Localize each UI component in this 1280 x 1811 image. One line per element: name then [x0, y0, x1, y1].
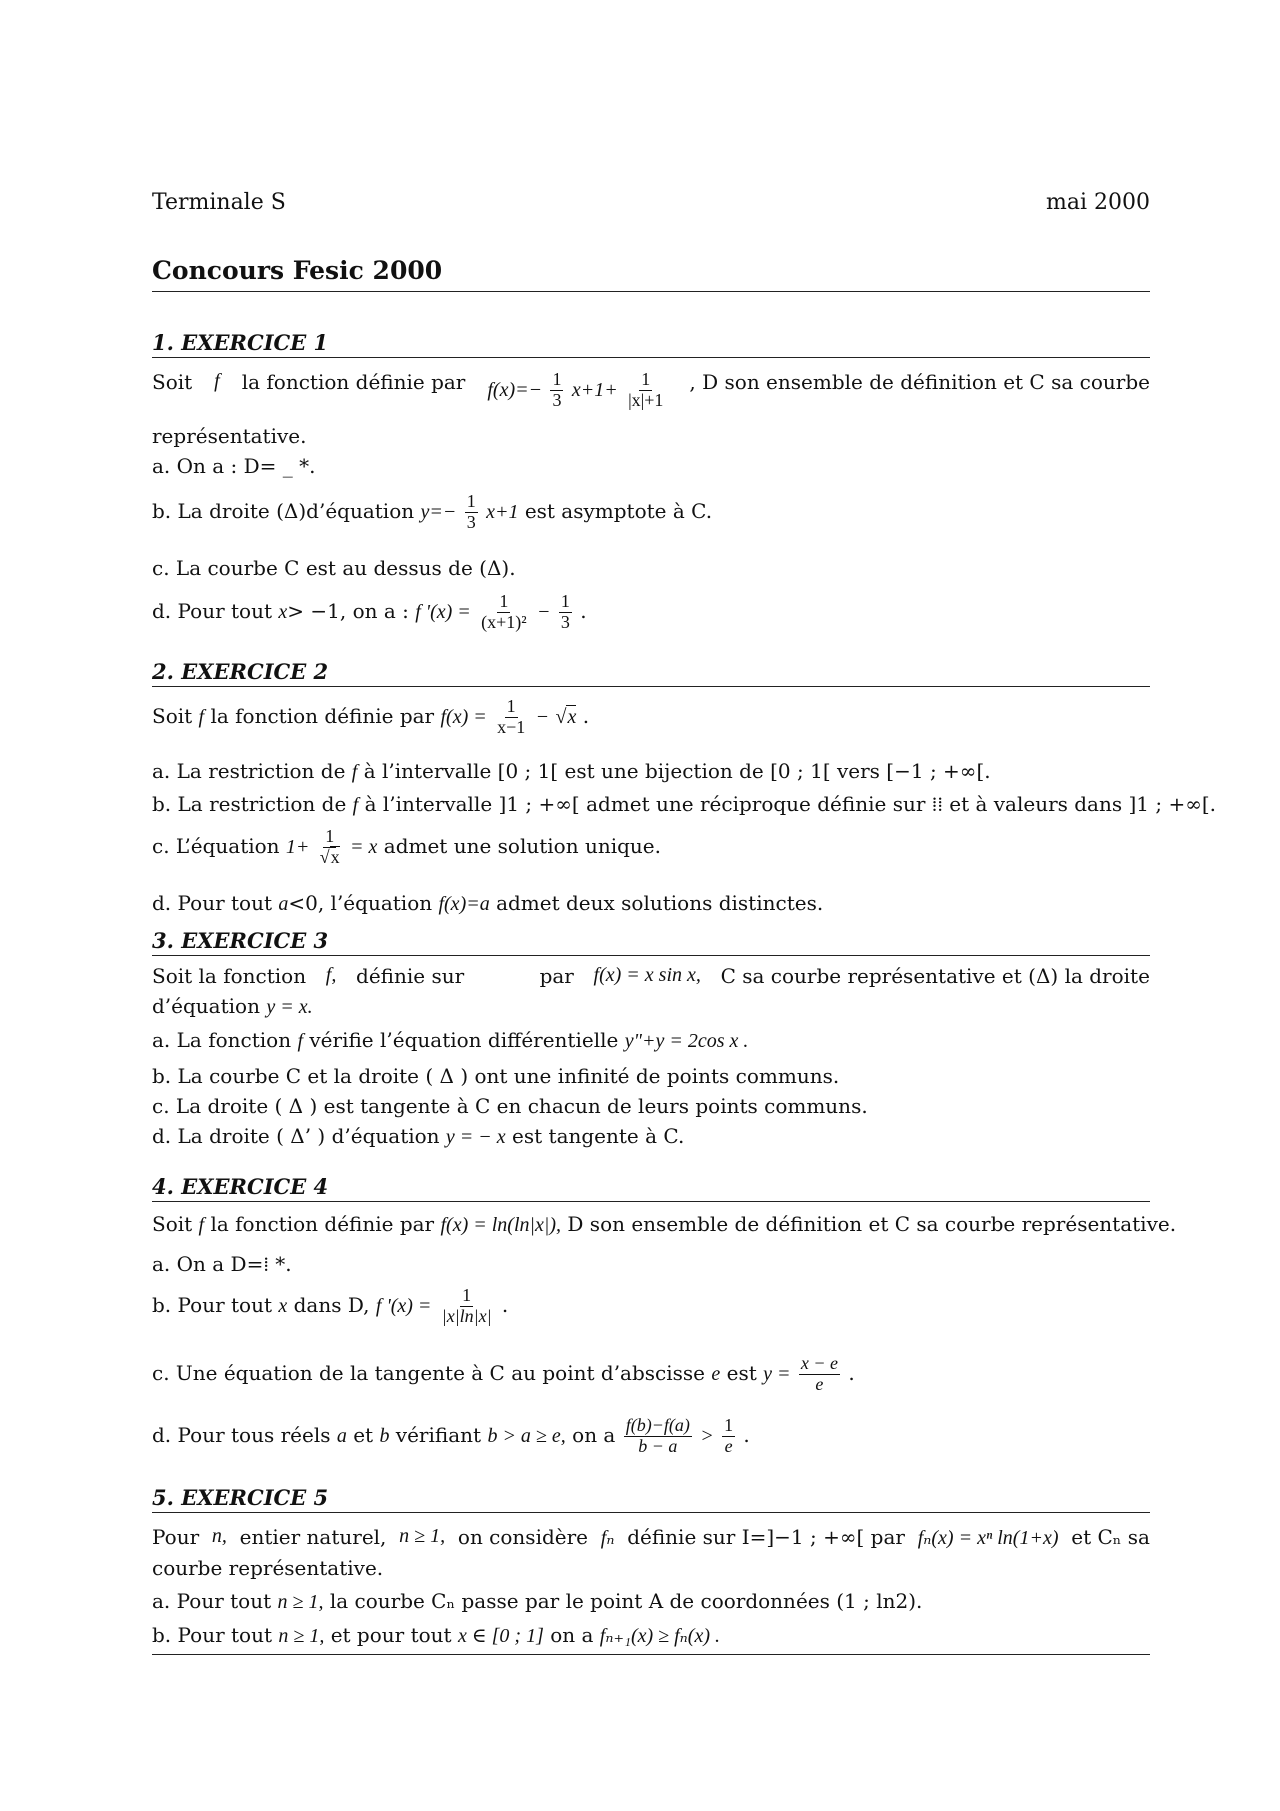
- ex2-frac: [495, 697, 527, 738]
- ex4-c-end: .: [848, 1360, 855, 1385]
- ex2-d-eq: f(x)=a: [438, 893, 490, 915]
- ex5-intro-text4: et Cₙ sa: [1071, 1525, 1150, 1549]
- ex3-a-f: f: [297, 1030, 304, 1052]
- ex4-intro-text: la fonction définie par: [210, 1212, 435, 1236]
- ex4-intro-word: Soit: [152, 1212, 193, 1236]
- ex2-sqrt: x: [567, 705, 577, 728]
- ex1-c: c. La courbe C est au dessus de (Δ).: [152, 556, 516, 580]
- ex1-intro-word: Soit: [152, 370, 193, 394]
- ex3-b: b. La courbe C et la droite ( Δ ) ont une infinité de points communs.: [152, 1064, 840, 1088]
- ex1-d-text2: > −1, on a :: [287, 598, 409, 623]
- ex3-d-eq: y = − x: [445, 1126, 506, 1148]
- ex2-b-text: b. La restriction de: [152, 792, 347, 816]
- ex4-d-frac1-den: b − a: [638, 1435, 678, 1456]
- ex1-b-frac-den: 3: [466, 511, 476, 532]
- ex4-d-frac2: [722, 1416, 735, 1457]
- ex1-d-frac1: [479, 592, 529, 633]
- ex2-intro-text: la fonction définie par: [210, 703, 435, 728]
- ex3-a-text: a. La fonction: [152, 1028, 292, 1052]
- ex1-intro-f: f: [214, 370, 220, 392]
- ex1-d-frac2-den: 3: [560, 611, 570, 632]
- ex2-d-text2: <0, l’équation: [288, 891, 433, 915]
- ex5-intro-eq2: fₙ(x) = xⁿ ln(1+x): [917, 1527, 1059, 1549]
- ex2-c-frac-num: 1: [325, 826, 335, 846]
- ex1-d-frac1-num: 1: [499, 591, 509, 611]
- ex1-b-end: est asymptote à C.: [524, 498, 713, 523]
- ex5-intro-text2: on considère: [457, 1525, 589, 1549]
- ex4-b-x: x: [278, 1294, 288, 1317]
- ex1-d-end: .: [580, 598, 587, 623]
- ex4-b-frac-num: 1: [462, 1285, 472, 1305]
- ex2-intro-word: Soit: [152, 703, 193, 728]
- ex4-intro-f: f: [198, 1214, 205, 1236]
- ex1-frac2-den: |x|+1: [628, 389, 664, 410]
- exercise-5: [152, 1485, 1150, 1645]
- exercise-4-heading: 4. EXERCICE 4: [152, 1174, 1150, 1202]
- ex1-a: a. On a : D= _ *.: [152, 454, 316, 478]
- exercise-2-heading: 2. EXERCICE 2: [152, 659, 1150, 687]
- ex3-a-eq: y"+y = 2cos x .: [624, 1030, 749, 1052]
- ex1-d-minus: −: [537, 600, 551, 623]
- ex4-intro: [152, 1212, 1176, 1237]
- ex5-intro-word: Pour: [152, 1525, 200, 1549]
- ex1-intro-end: , D son ensemble de définition et C sa courbe: [689, 370, 1150, 394]
- ex3-intro-par: par: [539, 964, 574, 988]
- ex2-c-frac-den: x: [330, 846, 340, 867]
- ex1-d-frac1-den: (x+1)²: [481, 611, 527, 632]
- ex1-b-frac: [465, 492, 478, 533]
- ex2-frac-num: 1: [506, 696, 516, 716]
- ex1-formula-lhs: f(x)=−: [487, 378, 543, 401]
- ex4-b-frac-den: |x|ln|x|: [441, 1305, 492, 1326]
- ex5-intro-n: n,: [211, 1525, 227, 1547]
- ex4-d-frac2-den: e: [724, 1435, 733, 1456]
- ex2-c: [152, 827, 661, 868]
- document-title: Concours Fesic 2000: [152, 256, 1150, 292]
- ex5-a-text: a. Pour tout: [152, 1589, 272, 1613]
- ex2-intro: Soit f la fonction définie par f(x) = $\frac{1}{x-1}$ − √x .: [152, 696, 590, 737]
- ex4-c-text2: est: [726, 1360, 757, 1385]
- ex5-b-text2: et pour tout: [330, 1623, 452, 1647]
- ex5-b-eq2: fₙ₊₁(x) ≥ fₙ(x) .: [599, 1625, 720, 1647]
- ex4-b-frac: [440, 1286, 494, 1327]
- ex4-b-text2: dans D,: [293, 1292, 370, 1317]
- ex3-intro-text3: C sa courbe représentative et (Δ) la droite: [720, 964, 1150, 988]
- ex1-formula: [487, 370, 667, 411]
- ex2-a-f: f: [351, 761, 358, 783]
- ex3-intro-text: Soit la fonction: [152, 964, 307, 988]
- ex3-intro-cont-text: d’équation: [152, 994, 260, 1018]
- ex4-b-text: b. Pour tout: [152, 1292, 272, 1317]
- ex3-intro-cont-eq: y = x.: [266, 996, 313, 1018]
- ex1-d: [152, 592, 587, 633]
- ex5-intro-eq: n ≥ 1,: [399, 1525, 446, 1547]
- ex3-c: c. La droite ( Δ ) est tangente à C en chacun de leurs points communs.: [152, 1094, 868, 1118]
- ex3-a-text2: vérifie l’équation différentielle: [309, 1028, 619, 1052]
- ex3-domain-symbol: [484, 964, 520, 988]
- ex1-b: [152, 492, 712, 533]
- date-label: mai 2000: [1046, 190, 1150, 215]
- ex4-a: a. On a D=⁞ *.: [152, 1252, 292, 1276]
- ex1-b-text: b. La droite (Δ)d’équation: [152, 498, 415, 523]
- ex4-d-a: a: [336, 1424, 347, 1447]
- ex4-c-frac: [799, 1354, 840, 1395]
- ex5-a-eq: n ≥ 1,: [277, 1591, 324, 1613]
- exercise-3: [152, 928, 1150, 1158]
- ex5-a-text2: la courbe Cₙ passe par le point A de coordonnées (1 ; ln2).: [329, 1589, 923, 1613]
- ex1-frac2: [626, 370, 665, 411]
- ex1-intro-text: la fonction définie par: [241, 370, 466, 394]
- bottom-rule: [152, 1654, 1150, 1655]
- ex4-intro-text2: D son ensemble de définition et C sa courbe représentative.: [567, 1212, 1177, 1236]
- ex3-intro-f: f,: [325, 964, 337, 986]
- ex4-b: [152, 1286, 508, 1327]
- ex4-d-frac1-num: f(b)−f(a): [625, 1415, 690, 1435]
- ex3-intro-text2: définie sur: [356, 964, 465, 988]
- ex5-a: [152, 1589, 922, 1614]
- exercise-4: [152, 1174, 1177, 1464]
- ex2-a-text2: à l’intervalle [0 ; 1[ est une bijection de [0 ; 1[ vers [−1 ; +∞[.: [363, 759, 991, 783]
- ex3-intro-cont: [152, 994, 313, 1019]
- ex5-b: [152, 1623, 720, 1648]
- ex2-intro-f: f: [198, 705, 205, 728]
- exercise-5-heading: 5. EXERCICE 5: [152, 1485, 1150, 1513]
- ex2-a: [152, 759, 991, 784]
- ex3-d-text: d. La droite ( Δ’ ) d’équation: [152, 1124, 440, 1148]
- ex5-intro-text: entier naturel,: [239, 1525, 387, 1549]
- ex4-b-end: .: [501, 1292, 509, 1317]
- ex4-intro-eq: f(x) = ln(ln|x|),: [440, 1214, 562, 1236]
- ex3-intro: [152, 964, 1150, 988]
- ex2-c-eq2: = x: [350, 835, 378, 858]
- ex4-d-b: b: [379, 1424, 390, 1447]
- ex1-frac2-num: 1: [641, 369, 651, 389]
- ex5-intro-fn: fₙ: [600, 1527, 615, 1549]
- ex1-d-frac2: [559, 592, 572, 633]
- ex1-intro: [152, 370, 1150, 411]
- ex2-d-text3: admet deux solutions distinctes.: [496, 891, 824, 915]
- ex2-frac-den: x−1: [497, 716, 526, 737]
- ex2-end: .: [582, 703, 590, 728]
- ex5-intro-cont: courbe représentative.: [152, 1556, 384, 1580]
- ex3-intro-eq: f(x) = x sin x,: [593, 964, 701, 986]
- ex4-c-e: e: [711, 1362, 721, 1385]
- ex2-b-f: f: [352, 794, 359, 816]
- ex4-c-frac-num: x − e: [800, 1353, 838, 1373]
- ex2-c-text2: admet une solution unique.: [383, 833, 661, 858]
- ex3-a: [152, 1028, 748, 1053]
- ex1-d-eq: f '(x) =: [415, 600, 471, 623]
- ex4-d-frac1: [624, 1416, 692, 1457]
- header-line: [152, 190, 1150, 215]
- ex1-d-frac2-num: 1: [560, 591, 570, 611]
- ex2-c-frac: $\frac{1}{√x}$: [319, 826, 340, 867]
- class-label: Terminale S: [152, 190, 286, 215]
- ex1-d-text: d. Pour tout: [152, 598, 272, 623]
- ex4-d-ineq: b > a ≥ e,: [487, 1424, 566, 1447]
- exercise-1-heading: 1. EXERCICE 1: [152, 330, 1150, 358]
- ex3-d: [152, 1124, 684, 1149]
- ex4-d-et: et: [353, 1422, 374, 1447]
- ex4-d-gt: >: [700, 1424, 714, 1447]
- ex1-formula-mid: x+1+: [571, 378, 618, 401]
- ex4-d-text3: on a: [572, 1422, 616, 1447]
- ex5-b-text: b. Pour tout: [152, 1623, 272, 1647]
- ex4-b-eq: f '(x) =: [375, 1294, 432, 1317]
- exercise-2: [152, 659, 1217, 929]
- ex5-b-text3: on a: [550, 1623, 594, 1647]
- ex5-intro-text3: définie sur I=]−1 ; +∞[ par: [627, 1525, 905, 1549]
- ex4-d-frac2-num: 1: [724, 1415, 734, 1435]
- ex4-c-frac-den: e: [815, 1373, 824, 1394]
- ex5-b-eq: n ≥ 1,: [278, 1625, 325, 1647]
- ex2-d-text: d. Pour tout: [152, 891, 272, 915]
- ex2-eq: f(x) =: [440, 705, 487, 728]
- ex2-d: [152, 891, 823, 916]
- ex1-b-eq: y=−: [420, 500, 457, 523]
- ex4-d: [152, 1416, 750, 1457]
- ex5-intro: [152, 1525, 1150, 1550]
- exercise-3-heading: 3. EXERCICE 3: [152, 928, 1150, 956]
- ex4-c-text: c. Une équation de la tangente à C au point d’abscisse: [152, 1360, 705, 1385]
- ex1-frac1-den: 3: [552, 389, 562, 410]
- ex4-d-end: .: [743, 1422, 750, 1447]
- ex5-b-x: x ∈ [0 ; 1]: [457, 1625, 544, 1647]
- ex1-b-eq2: x+1: [486, 500, 519, 523]
- ex2-c-text: c. L’équation: [152, 833, 280, 858]
- ex1-b-frac-num: 1: [466, 491, 476, 511]
- ex4-c: [152, 1354, 855, 1395]
- ex2-b-text2: à l’intervalle ]1 ; +∞[ admet une réciproque définie sur ⁞⁞ et à valeurs dans ]1 ; +∞[.: [364, 792, 1217, 816]
- ex4-d-text: d. Pour tous réels: [152, 1422, 331, 1447]
- ex1-intro-cont: représentative.: [152, 424, 307, 448]
- ex4-d-text2: vérifiant: [395, 1422, 482, 1447]
- ex1-frac1: [550, 370, 563, 411]
- ex4-c-eq: y =: [763, 1362, 791, 1385]
- ex2-c-eq1: 1+: [285, 835, 310, 858]
- ex2-eq2: −: [535, 705, 550, 728]
- ex1-frac1-num: 1: [552, 369, 562, 389]
- ex2-a-text: a. La restriction de: [152, 759, 346, 783]
- exercise-1: [152, 330, 1150, 650]
- ex1-d-x: x: [278, 600, 288, 623]
- ex2-d-var: a: [278, 893, 289, 915]
- ex3-d-text2: est tangente à C.: [512, 1124, 685, 1148]
- ex2-b: [152, 792, 1216, 817]
